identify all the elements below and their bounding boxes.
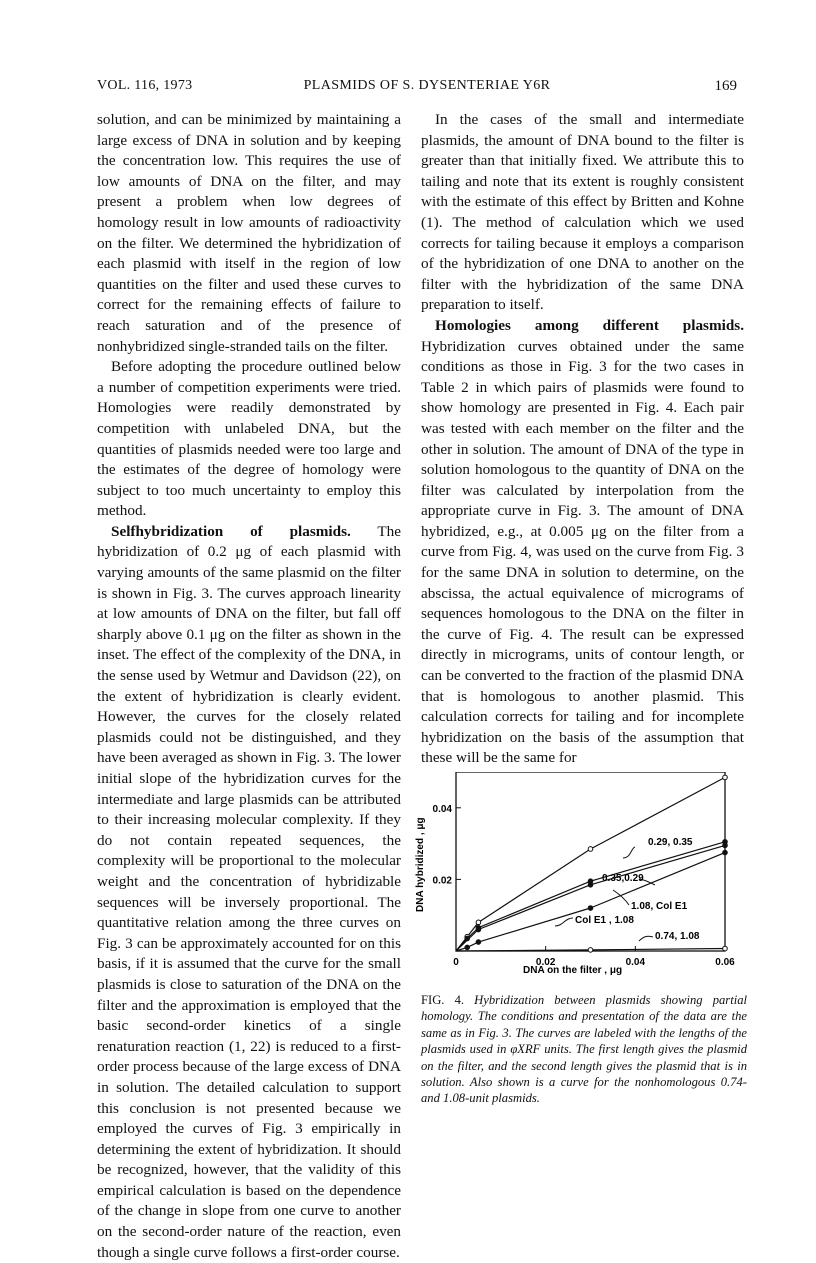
paragraph-text: The hybridization of 0.2 μg of each plasmid with varying amounts of the same plasmid on the filter is shown in Fig. 3. The curves approach linearity at low amounts of DNA on the filter, but fall off sharply above 0.1 μg on the filter as shown in the inset. The effect of the complexity of the DNA, in the sense used by Wetmur and Davidson (22), on the extent of hybridization is clearly evident. However, the curves for the closely related plasmids could not be distinguished, and they have been averaged as shown in Fig. 3. The lower initial slope of the hybridization curves for the intermediate and large plasmids can be attributed to their increasing molecular complexity. If they do not contain repeated sequences, the complexity will be proportional to the molecular weight and the concentration of hybridizable sequences will be inversely proportional. The quantitative relation among the three curves on Fig. 3 can be approximately accounted for on this basis, if it is assumed that the curve for the small plasmids is close to saturation of the DNA on the filter and the approximation is employed that the basic second-order kinetics of a single renaturation reaction (1, 22) is reduced to a first-order process because of the large excess of DNA in solution. The detailed calculation to support this conclusion is not presented because we employed the curves of Fig. 3 empirically in determining the extent of hybridization. It should be recognized, however, that the validity of this empirical calculation is based on the dependence of the change in slope from one curve to another on the second-order nature of the reaction, even though a single curve follows a first-order course. [97,522,401,1261]
caption-label: FIG. 4. [421,993,465,1007]
data-point [476,927,481,932]
paragraph-text: Hybridization curves obtained under the same conditions as those in Fig. 3 for the two cases in Table 2 in which pairs of plasmids were found to show homology are presented in Fig. 4. Each pair was tested with each member on the filter and the other in solution. The amount of DNA of the type in solution homologous to the quantity of DNA on the filter was calculated by interpolation from the appropriate curve in Fig. 3. The amount of DNA hybridized, e.g., at 0.005 μg on the filter from a curve from Fig. 4, was used on the curve from Fig. 3 for the same DNA in solution to determine, on the abscissa, the actual equivalence of micrograms of sequences homologous to the DNA on the filter in the curve of Fig. 4. The result can be expressed directly in micrograms, units of contour length, or can be converted to the fraction of the plasmid DNA that is homologous to another plasmid. This calculation corrects for tailing and for incomplete hybridization on the basis of the assumption that these will be the same for [421,337,744,767]
series-label: 0.35,0.29 [602,873,644,884]
data-point [588,948,593,953]
paragraph: solution, and can be minimized by maintaining a large excess of DNA in solution and by keeping the concentration low. This requires the use of low amounts of DNA on the filter, and may present a problem when low degrees of homology result in low amounts of radioactivity on the filter. We determined the hybridization of each plasmid with itself in the region of low quantities on the filter and used these curves to correct for the remaining effects of failure to reach saturation and of the presence of nonhybridized single-stranded tails on the filter. [97,111,401,355]
y-tick-label: 0.04 [432,803,452,815]
paragraph [421,316,744,769]
paragraph: Before adopting the procedure outlined below a number of competition experiments were tried. Homologies were readily demonstrated by competition with unlabeled DNA, but the quantities of plasmids needed were too large and the estimates of the degree of homology were subject to too much uncertainty to employ this method. [97,358,401,520]
right-column [421,110,744,769]
data-point [465,945,470,950]
data-point [723,775,728,780]
series-label: Col E1 , 1.08 [575,915,634,926]
series-label: 0.29, 0.35 [648,837,693,848]
data-point [723,850,728,855]
running-header [97,78,737,98]
page-number: 169 [714,78,737,94]
hybridization-chart [405,772,750,987]
left-column [97,110,401,1263]
data-point [476,920,481,925]
figure-4 [405,772,750,987]
data-point [588,906,593,911]
running-title: PLASMIDS OF S. DYSENTERIAE Y6R [303,78,551,93]
figure-caption [421,992,747,1107]
journal-volume: VOL. 116, 1973 [97,78,193,93]
paragraph [97,522,401,1263]
y-tick-label: 0.02 [432,875,452,887]
data-point [723,843,728,848]
data-point [723,946,728,951]
x-tick-label: 0.06 [715,957,735,968]
x-tick-label: 0 [453,957,459,968]
section-heading: Selfhybridization of plasmids. [111,522,351,540]
section-heading: Homologies among different plasmids. [435,316,744,334]
paragraph: In the cases of the small and intermediate plasmids, the amount of DNA bound to the filter is greater than that initially fixed. We attribute this to tailing and note that its extent is roughly consistent with the estimate of this effect by Britten and Kohne (1). The method of calculation which we used corrects for tailing because it employs a comparison of the hybridization of one DNA to another on the filter with the hybridization of the same DNA preparation to itself. [421,111,744,314]
data-point [588,847,593,852]
caption-text: Hybridization between plasmids showing partial homology. The conditions and presentation of the data are the same as in Fig. 3. The curves are labeled with the lengths of the plasmids used in φXRF units. The first length gives the plasmid on the filter, and the second length gives the plasmid that is in solution. Also shown is a curve for the nonhomologous 0.74- and 1.08-unit plasmids. [421,993,747,1106]
x-tick-label: 0.02 [535,957,556,968]
label-leader [555,918,573,926]
data-point [588,882,593,887]
data-point [465,936,470,941]
x-axis-label: DNA on the filter , μg [523,965,623,976]
y-axis-label: DNA hybridized , μg [415,817,426,912]
data-point [476,940,481,945]
label-leader [623,847,635,858]
label-leader [639,936,653,941]
series-label: 0.74, 1.08 [655,931,700,942]
x-tick-label: 0.04 [625,957,646,968]
series-label: 1.08, Col E1 [631,901,688,912]
